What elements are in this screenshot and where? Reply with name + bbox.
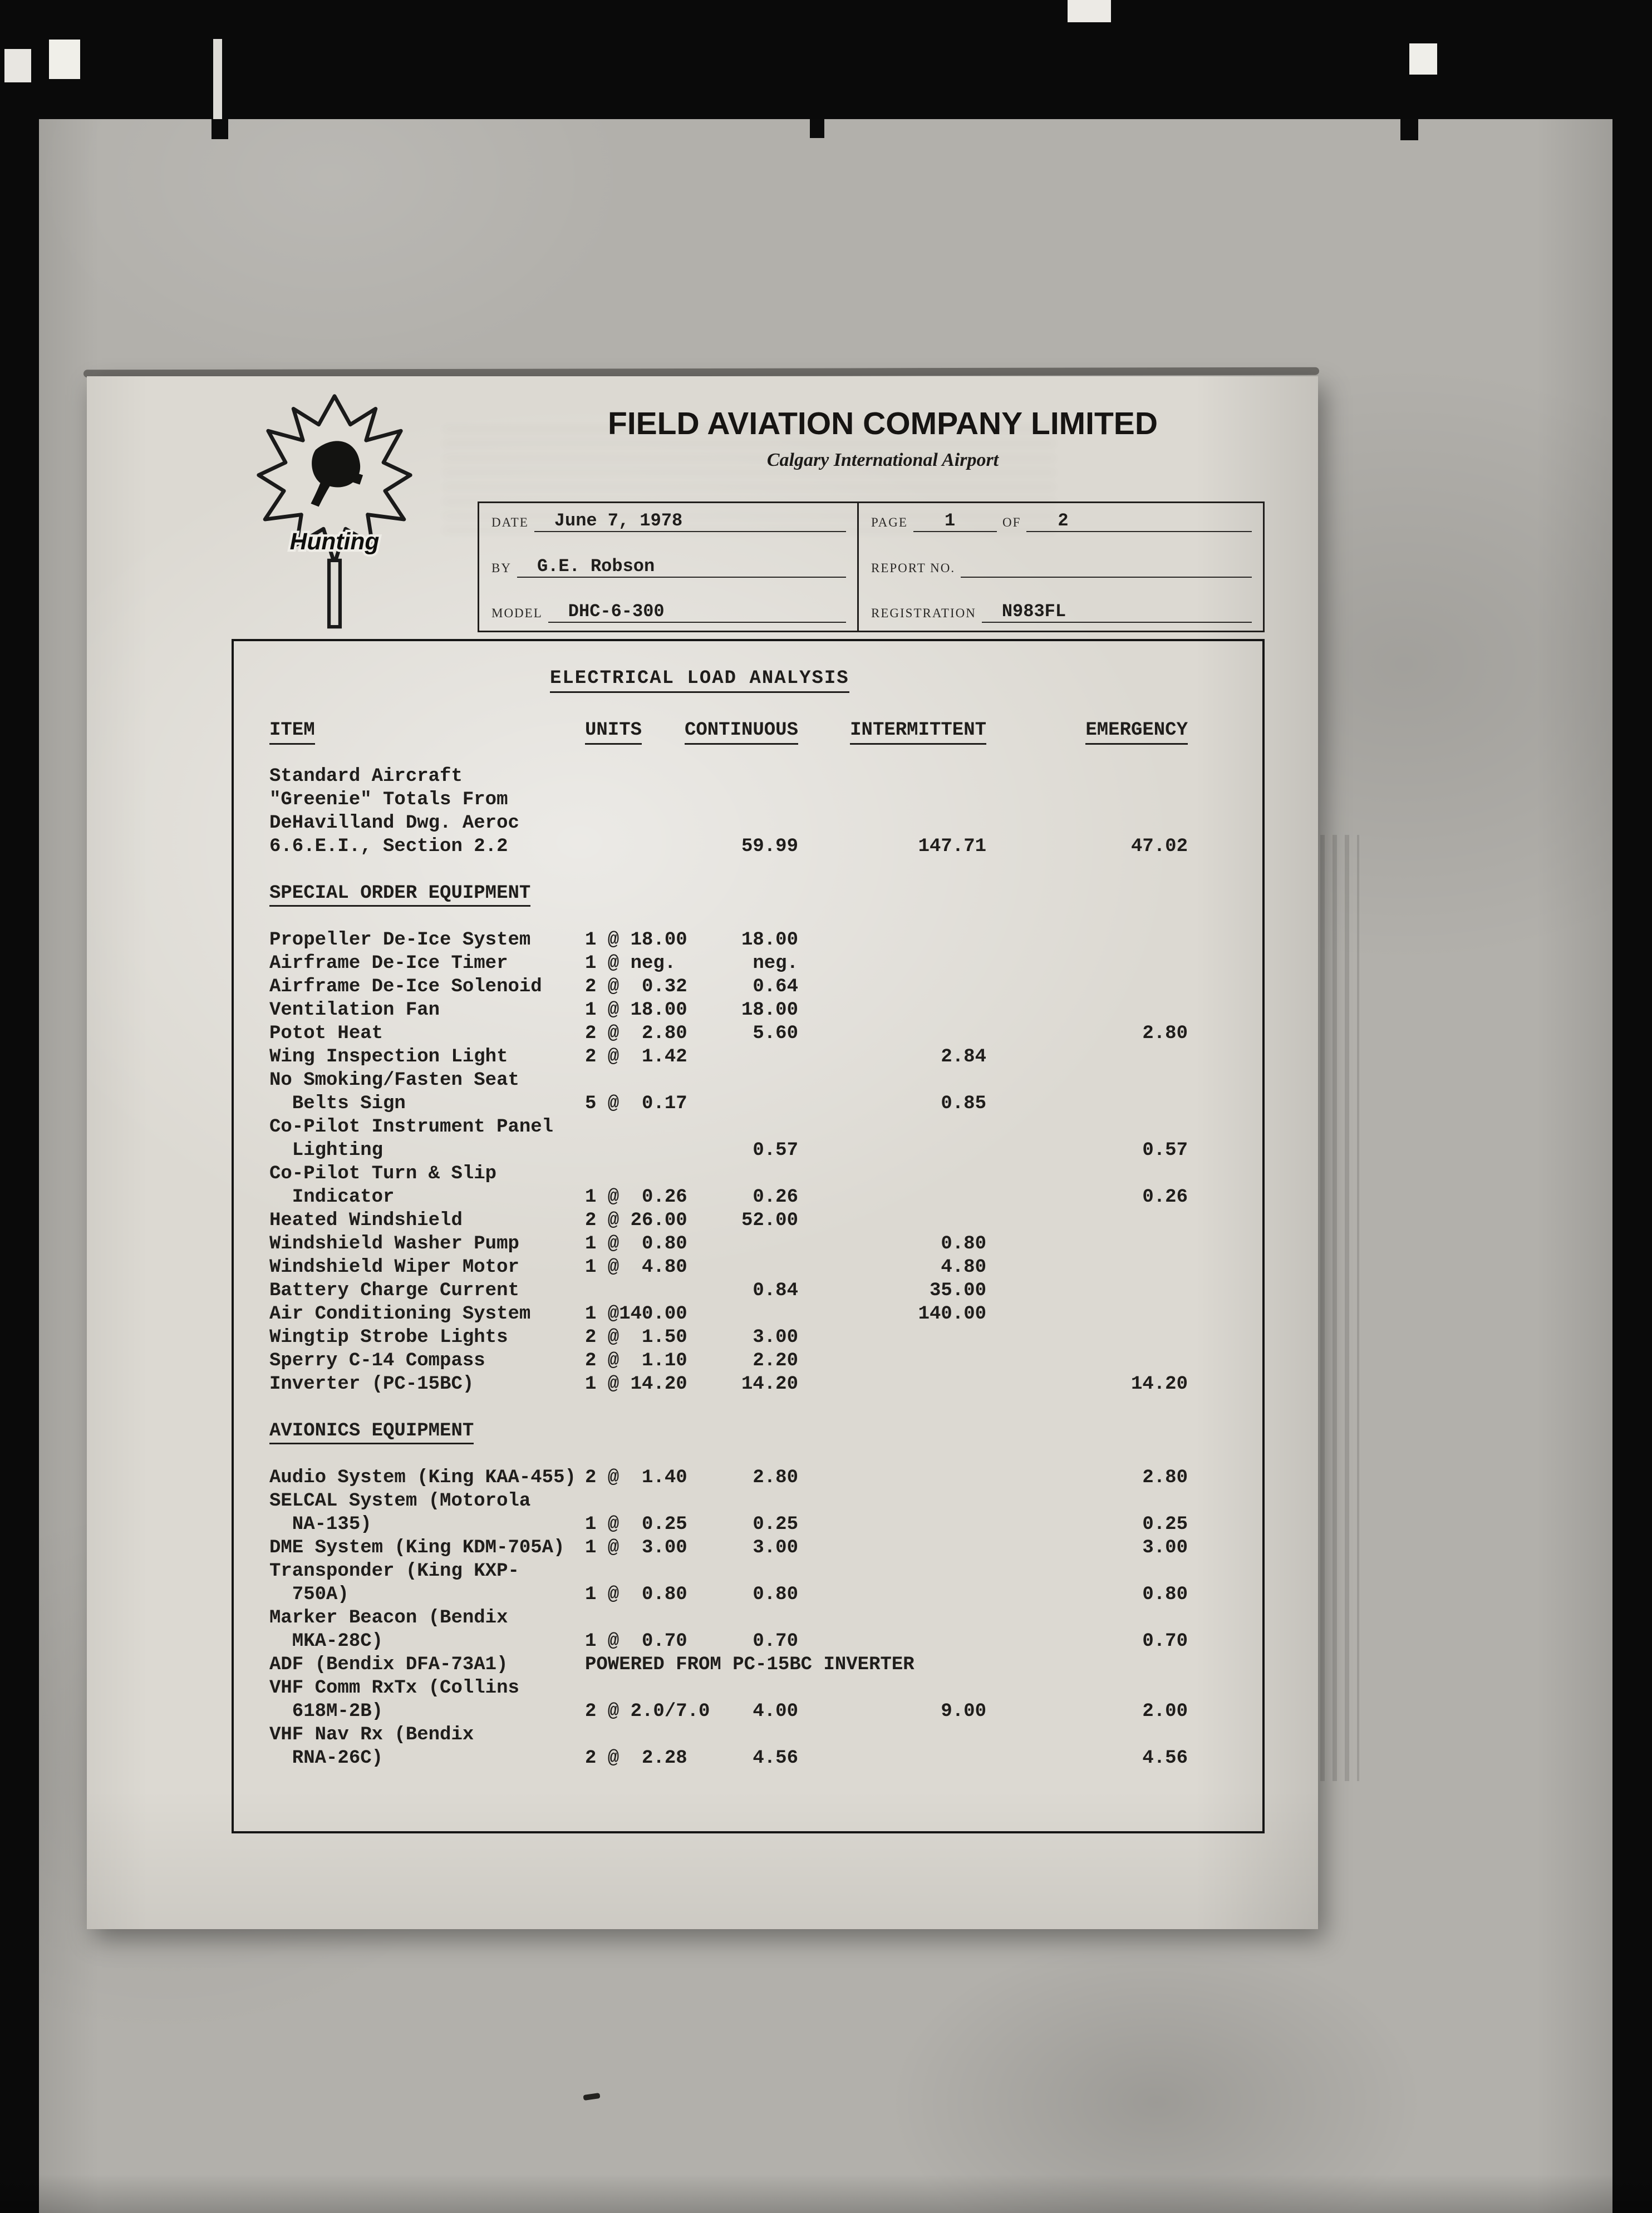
table-row xyxy=(269,765,1227,858)
emergency-value: 0.25 xyxy=(1142,1514,1188,1535)
continuous-value: 2.20 xyxy=(753,1350,798,1371)
table-row-value-line xyxy=(269,1186,1227,1209)
continuous-value: 18.00 xyxy=(741,1000,798,1021)
emergency-value: 2.00 xyxy=(1142,1701,1188,1722)
bottom-shade xyxy=(0,2174,1652,2213)
by-label: BY xyxy=(491,560,512,575)
film-white-mark xyxy=(1409,43,1437,75)
units-value: 1 @ 0.80 xyxy=(585,1584,687,1605)
column-header-item: ITEM xyxy=(269,719,315,745)
units-value: 2 @ 0.32 xyxy=(585,976,687,997)
of-label: OF xyxy=(1002,515,1021,529)
units-value: 1 @ 0.25 xyxy=(585,1514,687,1535)
of-value: 2 xyxy=(1058,510,1069,531)
intermittent-value: 4.80 xyxy=(941,1257,986,1278)
intermittent-value: 140.00 xyxy=(918,1304,986,1325)
table-row xyxy=(269,1349,1227,1373)
table-row-value-line xyxy=(269,1022,1227,1045)
item-label: Inverter (PC-15BC) xyxy=(269,1374,474,1395)
form-row-page xyxy=(871,511,1252,532)
logo-wordmark: Hunting xyxy=(289,528,380,555)
table-row xyxy=(269,1466,1227,1489)
table-row xyxy=(269,1256,1227,1279)
form-row-date xyxy=(491,511,846,532)
maple-leaf-icon xyxy=(254,393,415,638)
table-row xyxy=(269,1560,1227,1606)
intermittent-value: 0.80 xyxy=(941,1233,986,1255)
table-row-value-line xyxy=(269,1209,1227,1232)
document-page xyxy=(87,376,1318,1929)
continuous-value: 0.26 xyxy=(753,1187,798,1208)
form-row-model xyxy=(491,602,846,623)
units-value: 2 @ 1.40 xyxy=(585,1467,687,1488)
film-black-tab xyxy=(1400,119,1418,140)
continuous-value: 2.80 xyxy=(753,1467,798,1488)
units-value: 1 @ 4.80 xyxy=(585,1257,687,1278)
film-registration-tick xyxy=(213,39,222,119)
units-value: 2 @ 1.42 xyxy=(585,1046,687,1068)
form-right-column xyxy=(859,503,1263,631)
column-header-continuous: CONTINUOUS xyxy=(685,719,798,745)
table-row xyxy=(269,999,1227,1022)
intermittent-value: 0.85 xyxy=(941,1093,986,1114)
table-row xyxy=(269,1536,1227,1560)
item-label: Wingtip Strobe Lights xyxy=(269,1327,508,1348)
table-row xyxy=(269,952,1227,975)
table-row-value-line xyxy=(269,999,1227,1022)
table-row-value-line xyxy=(269,952,1227,975)
table-row xyxy=(269,1653,1227,1676)
continuous-value: 3.00 xyxy=(753,1327,798,1348)
units-value: 2 @ 2.0/7.0 xyxy=(585,1701,710,1722)
table-row-value-line xyxy=(269,1630,1227,1653)
table-row-value-line xyxy=(269,1256,1227,1279)
table-row xyxy=(269,975,1227,999)
units-value: 1 @ 0.80 xyxy=(585,1233,687,1255)
table-row xyxy=(269,1373,1227,1396)
units-value: 2 @ 1.50 xyxy=(585,1327,687,1348)
item-label: 6.6.E.I., Section 2.2 xyxy=(269,836,508,857)
emergency-value: 2.80 xyxy=(1142,1023,1188,1044)
model-value: DHC-6-300 xyxy=(568,601,665,622)
table-row xyxy=(269,1209,1227,1232)
item-label: DME System (King KDM-705A) xyxy=(269,1537,565,1558)
item-continuation-line: Co-Pilot Turn & Slip xyxy=(269,1163,497,1184)
date-value: June 7, 1978 xyxy=(554,510,683,531)
table-row-value-line xyxy=(269,1513,1227,1536)
table-row xyxy=(269,1676,1227,1723)
item-label: Airframe De-Ice Solenoid xyxy=(269,976,542,997)
table-row-value-line xyxy=(269,928,1227,952)
item-label: 750A) xyxy=(269,1584,349,1605)
emergency-value: 2.80 xyxy=(1142,1467,1188,1488)
table-row xyxy=(269,1162,1227,1209)
emergency-value: 0.70 xyxy=(1142,1631,1188,1652)
item-continuation-line: Marker Beacon (Bendix xyxy=(269,1607,508,1629)
table-row-value-line xyxy=(269,1747,1227,1770)
by-value: G.E. Robson xyxy=(537,555,655,577)
section-header xyxy=(269,882,1227,905)
table-row-value-line xyxy=(269,835,1227,858)
film-right-edge xyxy=(1612,0,1652,2213)
film-left-edge xyxy=(0,0,39,2213)
item-continuation-line: "Greenie" Totals From xyxy=(269,789,508,810)
column-header-intermittent: INTERMITTENT xyxy=(850,719,986,745)
units-value: 2 @ 2.28 xyxy=(585,1748,687,1769)
table-row-value-line xyxy=(269,1092,1227,1115)
load-table-rows xyxy=(269,765,1227,1770)
electrical-load-analysis-table xyxy=(232,639,1265,1833)
table-row xyxy=(269,1045,1227,1069)
continuous-value: 0.70 xyxy=(753,1631,798,1652)
section-label: AVIONICS EQUIPMENT xyxy=(269,1420,474,1444)
column-header-units: UNITS xyxy=(585,719,642,745)
item-label: Lighting xyxy=(269,1140,384,1161)
emergency-value: 47.02 xyxy=(1130,836,1188,857)
continuous-value: 4.00 xyxy=(753,1701,798,1722)
continuous-value: 0.57 xyxy=(753,1140,798,1161)
intermittent-value: 147.71 xyxy=(918,836,986,857)
item-label: Wing Inspection Light xyxy=(269,1046,508,1068)
item-label: Audio System (King KAA-455) xyxy=(269,1467,576,1488)
model-label: MODEL xyxy=(491,606,543,620)
company-name: FIELD AVIATION COMPANY LIMITED xyxy=(608,406,1158,441)
table-row xyxy=(269,1232,1227,1256)
table-row-value-line xyxy=(269,1326,1227,1349)
units-value: 1 @ 18.00 xyxy=(585,930,687,951)
emergency-value: 3.00 xyxy=(1142,1537,1188,1558)
table-row xyxy=(269,1326,1227,1349)
table-row-value-line xyxy=(269,1466,1227,1489)
emergency-value: 0.26 xyxy=(1142,1187,1188,1208)
units-value: 5 @ 0.17 xyxy=(585,1093,687,1114)
item-label: Sperry C-14 Compass xyxy=(269,1350,485,1371)
intermittent-value: 35.00 xyxy=(929,1280,986,1301)
item-label: Indicator xyxy=(269,1187,395,1208)
item-label: 618M-2B) xyxy=(269,1701,384,1722)
table-row-value-line xyxy=(269,1045,1227,1069)
units-value: 1 @ 0.70 xyxy=(585,1631,687,1652)
page-number: 1 xyxy=(944,510,956,531)
registration-label: REGISTRATION xyxy=(871,606,976,620)
units-value: 2 @ 26.00 xyxy=(585,1210,687,1231)
table-row-value-line xyxy=(269,1583,1227,1606)
continuous-value: 0.80 xyxy=(753,1584,798,1605)
item-continuation-line: Co-Pilot Instrument Panel xyxy=(269,1117,554,1138)
table-row-value-line xyxy=(269,1349,1227,1373)
continuous-value: 4.56 xyxy=(753,1748,798,1769)
table-row xyxy=(269,1022,1227,1045)
emergency-value: 4.56 xyxy=(1142,1748,1188,1769)
date-label: DATE xyxy=(491,515,529,529)
continuous-value: 0.64 xyxy=(753,976,798,997)
page-label: PAGE xyxy=(871,515,908,529)
film-black-tab xyxy=(810,119,824,138)
form-row-registration xyxy=(871,602,1252,623)
form-row-by xyxy=(491,557,846,578)
table-row xyxy=(269,1115,1227,1162)
table-row-value-line xyxy=(269,975,1227,999)
units-value: 1 @ 0.26 xyxy=(585,1187,687,1208)
table-row xyxy=(269,1302,1227,1326)
item-label: Air Conditioning System xyxy=(269,1304,531,1325)
item-label: NA-135) xyxy=(269,1514,372,1535)
units-value: 1 @ 18.00 xyxy=(585,1000,687,1021)
film-black-tab xyxy=(212,119,228,139)
emergency-value: 14.20 xyxy=(1130,1374,1188,1395)
table-row-value-line xyxy=(269,1373,1227,1396)
item-continuation-line: Standard Aircraft xyxy=(269,766,463,787)
item-continuation-line: DeHavilland Dwg. Aeroc xyxy=(269,813,519,834)
item-continuation-line: VHF Nav Rx (Bendix xyxy=(269,1724,474,1745)
item-label: Propeller De-Ice System xyxy=(269,930,531,951)
table-row xyxy=(269,1069,1227,1115)
table-row-value-line xyxy=(269,1232,1227,1256)
film-notch xyxy=(1068,0,1111,22)
item-label: MKA-28C) xyxy=(269,1631,384,1652)
units-value: POWERED FROM PC-15BC INVERTER xyxy=(585,1654,914,1675)
table-row-value-line xyxy=(269,1700,1227,1723)
table-row-value-line xyxy=(269,1139,1227,1162)
item-continuation-line: SELCAL System (Motorola xyxy=(269,1491,531,1512)
table-row-value-line xyxy=(269,1302,1227,1326)
scan-smudge-streaks xyxy=(1320,835,1359,1781)
units-value: 1 @ 3.00 xyxy=(585,1537,687,1558)
table-row xyxy=(269,928,1227,952)
item-continuation-line: VHF Comm RxTx (Collins xyxy=(269,1678,519,1699)
continuous-value: 59.99 xyxy=(741,836,798,857)
section-header xyxy=(269,1419,1227,1443)
item-label: ADF (Bendix DFA-73A1) xyxy=(269,1654,508,1675)
units-value: 1 @ neg. xyxy=(585,953,676,974)
continuous-value: 3.00 xyxy=(753,1537,798,1558)
units-value: 2 @ 2.80 xyxy=(585,1023,687,1044)
film-white-mark xyxy=(4,49,31,82)
continuous-value: 14.20 xyxy=(741,1374,798,1395)
intermittent-value: 2.84 xyxy=(941,1046,986,1068)
item-label: Ventilation Fan xyxy=(269,1000,440,1021)
form-row-report-no xyxy=(871,557,1252,578)
item-label: Heated Windshield xyxy=(269,1210,463,1231)
continuous-value: 0.25 xyxy=(753,1514,798,1535)
item-label: Potot Heat xyxy=(269,1023,384,1044)
table-title: ELECTRICAL LOAD ANALYSIS xyxy=(550,667,849,693)
units-value: 1 @140.00 xyxy=(585,1304,687,1325)
column-header-emergency: EMERGENCY xyxy=(1085,719,1188,745)
table-row xyxy=(269,1723,1227,1770)
letterhead xyxy=(566,405,1200,471)
intermittent-value: 9.00 xyxy=(941,1701,986,1722)
company-location: Calgary International Airport xyxy=(766,450,999,470)
item-continuation-line: No Smoking/Fasten Seat xyxy=(269,1070,519,1091)
section-label: SPECIAL ORDER EQUIPMENT xyxy=(269,883,530,907)
item-label: Belts Sign xyxy=(269,1093,406,1114)
emergency-value: 0.57 xyxy=(1142,1140,1188,1161)
table-row xyxy=(269,1489,1227,1536)
item-label: RNA-26C) xyxy=(269,1748,384,1769)
item-label: Battery Charge Current xyxy=(269,1280,519,1301)
units-value: 2 @ 1.10 xyxy=(585,1350,687,1371)
continuous-value: neg. xyxy=(753,953,798,974)
table-row-value-line xyxy=(269,1279,1227,1302)
table-column-headers xyxy=(269,719,1227,745)
continuous-value: 18.00 xyxy=(741,930,798,951)
emergency-value: 0.80 xyxy=(1142,1584,1188,1605)
film-top-band xyxy=(0,0,1652,119)
form-left-column xyxy=(479,503,859,631)
film-white-mark xyxy=(49,40,80,79)
item-continuation-line: Transponder (King KXP- xyxy=(269,1561,519,1582)
table-row xyxy=(269,1606,1227,1653)
table-row xyxy=(269,1279,1227,1302)
continuous-value: 52.00 xyxy=(741,1210,798,1231)
registration-value: N983FL xyxy=(1001,601,1066,622)
report-header-form xyxy=(478,501,1265,632)
table-row-value-line xyxy=(269,1536,1227,1560)
item-label: Windshield Wiper Motor xyxy=(269,1257,519,1278)
continuous-value: 5.60 xyxy=(753,1023,798,1044)
continuous-value: 0.84 xyxy=(753,1280,798,1301)
units-value: 1 @ 14.20 xyxy=(585,1374,687,1395)
item-label: Windshield Washer Pump xyxy=(269,1233,519,1255)
table-row-value-line xyxy=(269,1653,1227,1676)
report-no-label: REPORT NO. xyxy=(871,560,956,575)
item-label: Airframe De-Ice Timer xyxy=(269,953,508,974)
